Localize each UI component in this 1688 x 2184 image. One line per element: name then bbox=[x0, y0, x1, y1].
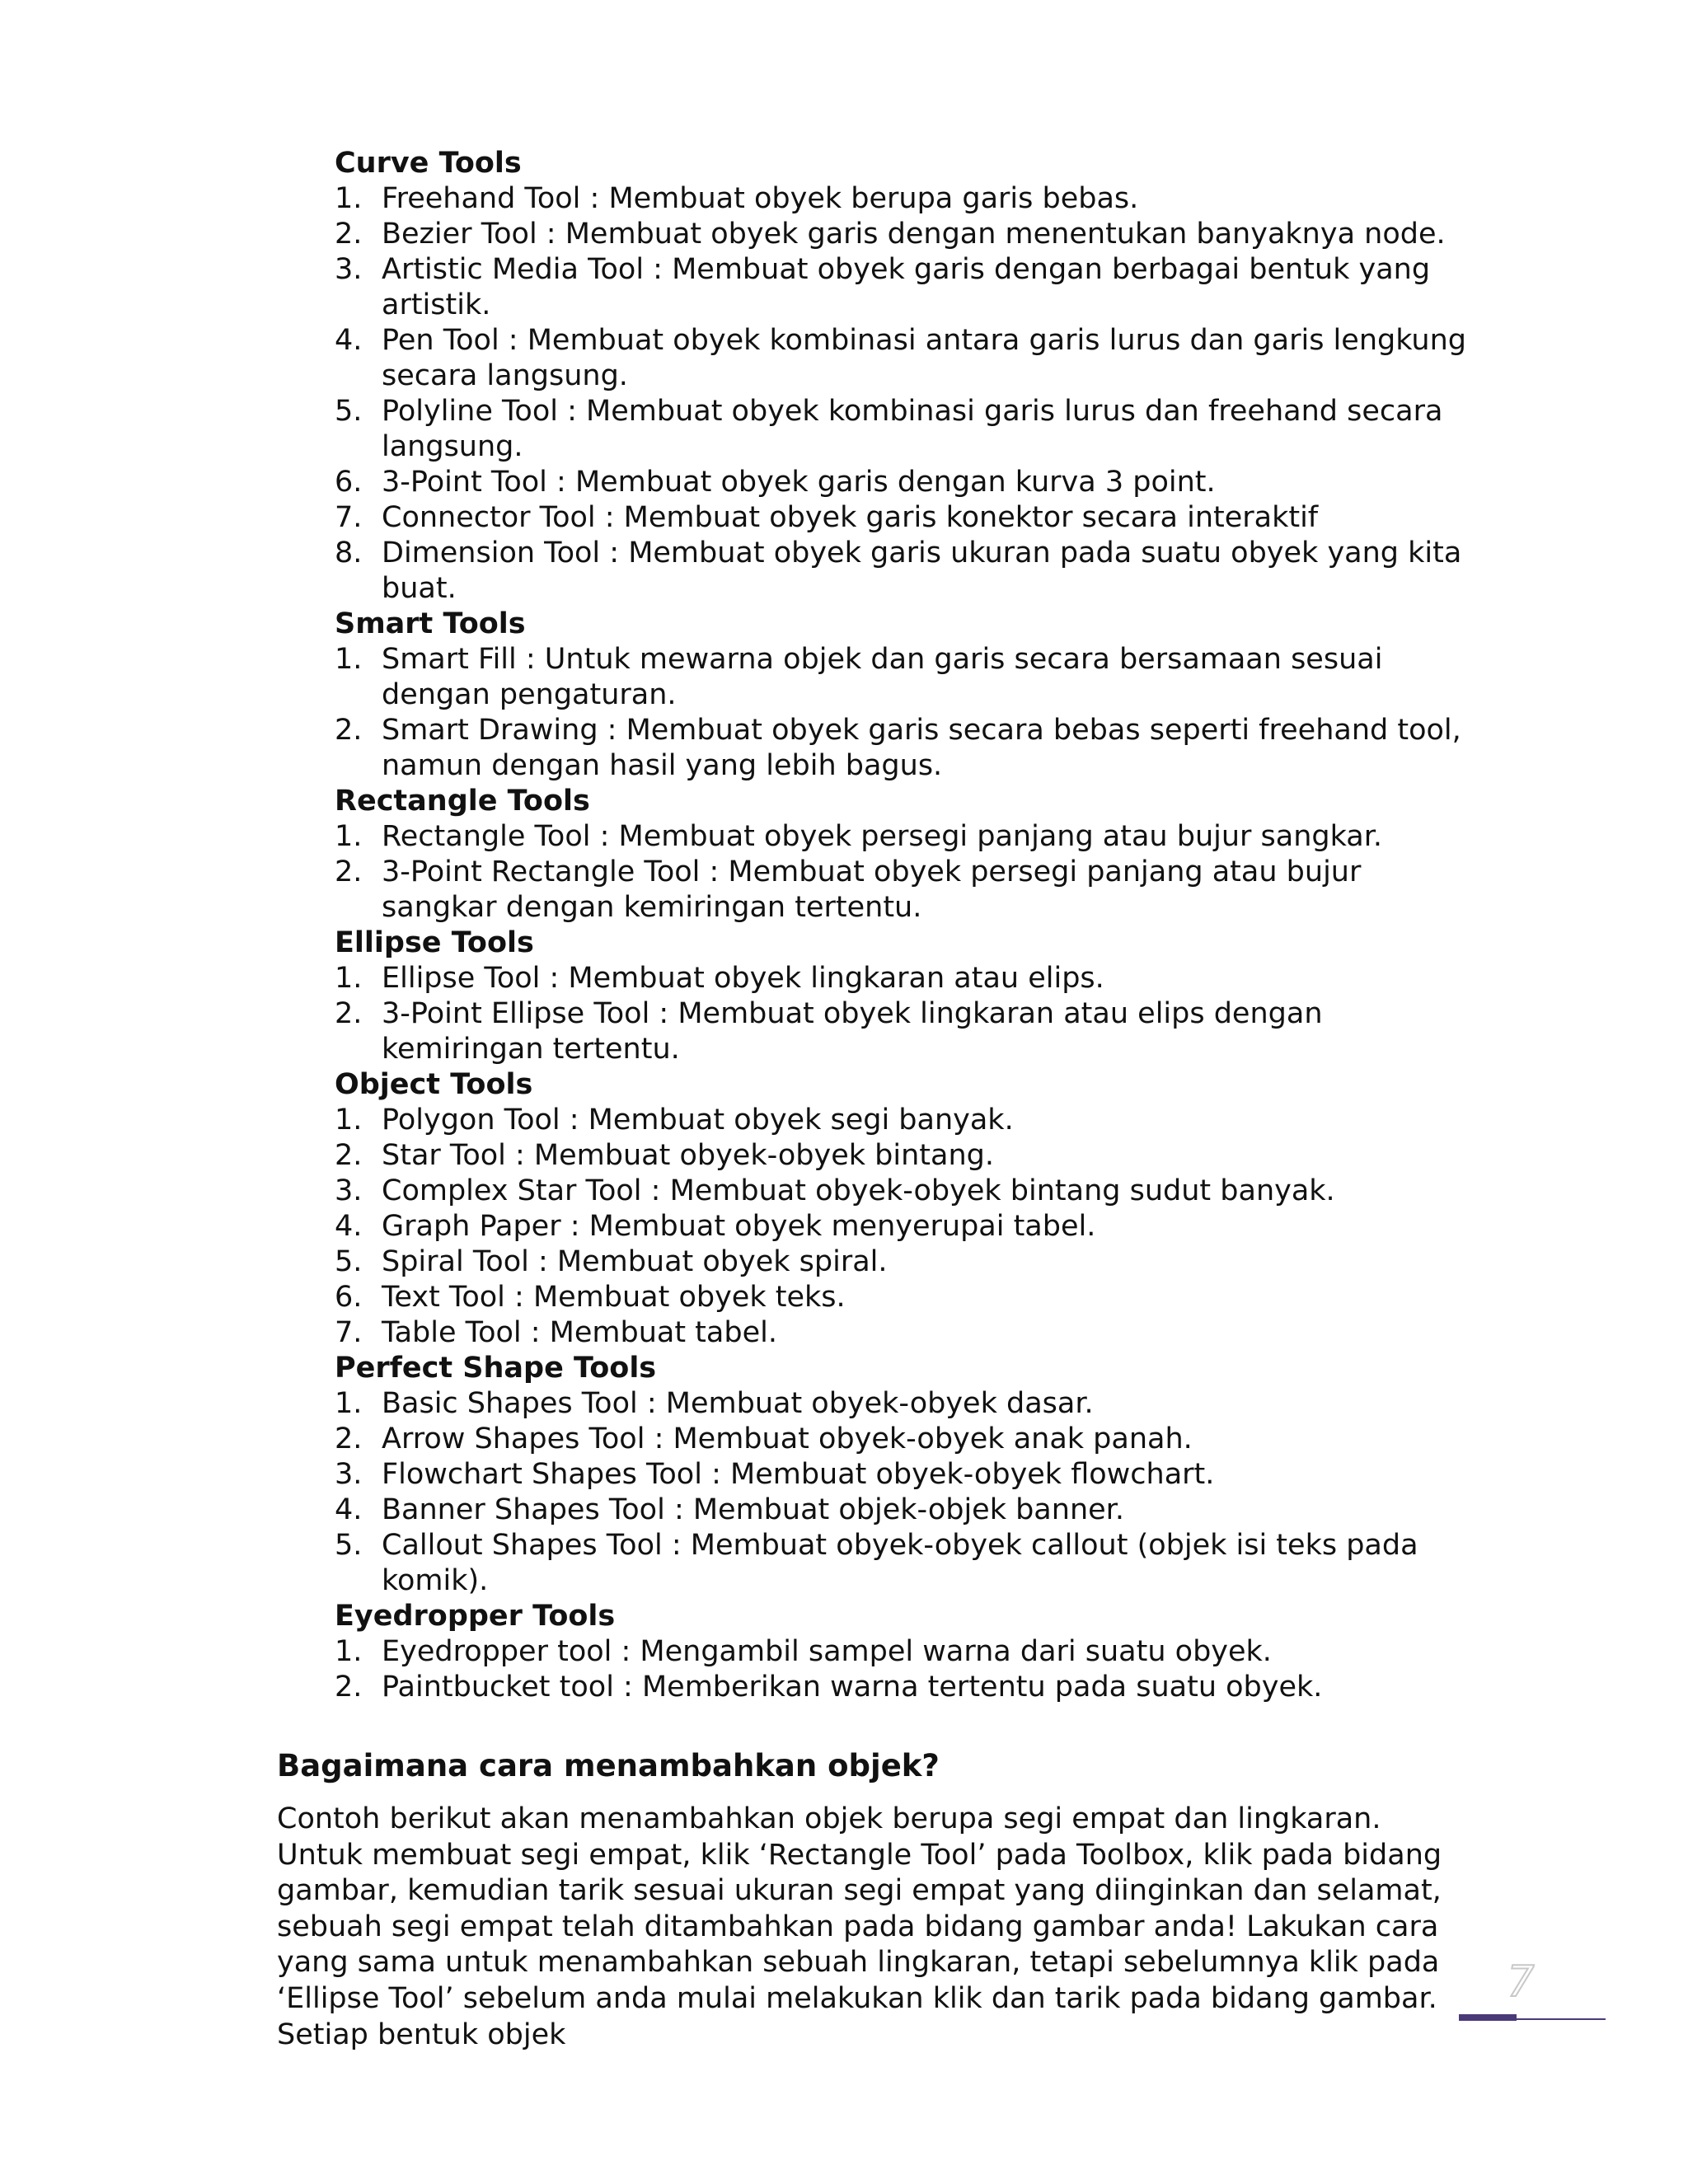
list-number: 5. bbox=[335, 395, 363, 428]
section-title-rectangle-tools: Rectangle Tools bbox=[335, 785, 590, 818]
list-number: 7. bbox=[335, 501, 363, 534]
list-number: 1. bbox=[335, 1635, 363, 1668]
list-number: 4. bbox=[335, 324, 363, 357]
list-number: 3. bbox=[335, 1458, 363, 1491]
list-text: Dimension Tool : Membuat obyek garis ukuran pada suatu obyek yang kita buat. bbox=[382, 537, 1462, 605]
list-text: Freehand Tool : Membuat obyek berupa garis bebas. bbox=[382, 182, 1139, 215]
list-number: 3. bbox=[335, 253, 363, 286]
list-text: Graph Paper : Membuat obyek menyerupai tabel. bbox=[382, 1210, 1096, 1243]
section-title-ellipse-tools: Ellipse Tools bbox=[335, 926, 534, 959]
list-number: 1. bbox=[335, 182, 363, 215]
list-text: Complex Star Tool : Membuat obyek-obyek bintang sudut banyak. bbox=[382, 1174, 1335, 1207]
list-text: Flowchart Shapes Tool : Membuat obyek-obyek flowchart. bbox=[382, 1458, 1215, 1491]
list-text: 3-Point Rectangle Tool : Membuat obyek persegi panjang atau bujur sangkar dengan kemiringan tertentu. bbox=[382, 855, 1362, 924]
list-text: Eyedropper tool : Mengambil sampel warna dari suatu obyek. bbox=[382, 1635, 1272, 1668]
list-text: Polyline Tool : Membuat obyek kombinasi garis lurus dan freehand secara langsung. bbox=[382, 395, 1443, 463]
list-text: Rectangle Tool : Membuat obyek persegi panjang atau bujur sangkar. bbox=[382, 820, 1383, 853]
list-number: 4. bbox=[335, 1493, 363, 1526]
list-number: 6. bbox=[335, 1281, 363, 1314]
list-text: Smart Fill : Untuk mewarna objek dan garis secara bersamaan sesuai dengan pengaturan. bbox=[382, 643, 1383, 711]
list-number: 4. bbox=[335, 1210, 363, 1243]
list-text: Spiral Tool : Membuat obyek spiral. bbox=[382, 1245, 888, 1278]
list-number: 2. bbox=[335, 997, 363, 1030]
list-number: 2. bbox=[335, 1139, 363, 1172]
section-title-smart-tools: Smart Tools bbox=[335, 607, 526, 640]
list-number: 5. bbox=[335, 1529, 363, 1562]
footer-accent-bar bbox=[1459, 2014, 1517, 2021]
list-number: 1. bbox=[335, 1387, 363, 1420]
list-text: Connector Tool : Membuat obyek garis konektor secara interaktif bbox=[382, 501, 1319, 534]
body-paragraph: Contoh berikut akan menambahkan objek berupa segi empat dan lingkaran. Untuk membuat segi empat, klik ‘Rectangle Tool’ pada Toolbox, klik pada bidang gambar, kemudian tarik sesuai ukuran segi empat yang diinginkan dan selamat, sebuah segi empat telah ditambahkan pada bidang gambar anda! Lakukan cara yang sama untuk menambahkan sebuah lingkaran, tetapi sebelumnya klik pada ‘Ellipse Tool’ sebelum anda mulai melakukan klik dan tarik pada bidang gambar. Setiap bentuk objek bbox=[277, 1802, 1442, 2051]
list-text: Callout Shapes Tool : Membuat obyek-obyek callout (objek isi teks pada komik). bbox=[382, 1529, 1418, 1597]
section-title-perfect-shape-tools: Perfect Shape Tools bbox=[335, 1352, 657, 1385]
list-number: 2. bbox=[335, 1671, 363, 1704]
list-number: 8. bbox=[335, 537, 363, 569]
section-heading: Bagaimana cara menambahkan objek? bbox=[277, 1748, 940, 1783]
list-number: 2. bbox=[335, 714, 363, 747]
list-text: Bezier Tool : Membuat obyek garis dengan menentukan banyaknya node. bbox=[382, 218, 1446, 251]
list-text: Table Tool : Membuat tabel. bbox=[382, 1316, 777, 1349]
list-number: 1. bbox=[335, 1104, 363, 1137]
page-number: 7 bbox=[1507, 1957, 1535, 2007]
list-number: 2. bbox=[335, 855, 363, 888]
list-text: Pen Tool : Membuat obyek kombinasi antara garis lurus dan garis lengkung secara langsung. bbox=[382, 324, 1466, 392]
list-text: Star Tool : Membuat obyek-obyek bintang. bbox=[382, 1139, 994, 1172]
list-text: 3-Point Tool : Membuat obyek garis dengan kurva 3 point. bbox=[382, 466, 1216, 499]
list-number: 5. bbox=[335, 1245, 363, 1278]
list-text: Paintbucket tool : Memberikan warna tertentu pada suatu obyek. bbox=[382, 1671, 1323, 1704]
list-text: Polygon Tool : Membuat obyek segi banyak. bbox=[382, 1104, 1014, 1137]
list-number: 1. bbox=[335, 962, 363, 995]
section-title-object-tools: Object Tools bbox=[335, 1068, 533, 1101]
list-number: 3. bbox=[335, 1174, 363, 1207]
list-number: 6. bbox=[335, 466, 363, 499]
list-text: Arrow Shapes Tool : Membuat obyek-obyek anak panah. bbox=[382, 1422, 1193, 1455]
list-text: Banner Shapes Tool : Membuat objek-objek banner. bbox=[382, 1493, 1124, 1526]
footer-accent-line bbox=[1517, 2018, 1606, 2020]
section-title-eyedropper-tools: Eyedropper Tools bbox=[335, 1600, 616, 1633]
list-text: 3-Point Ellipse Tool : Membuat obyek lingkaran atau elips dengan kemiringan tertentu. bbox=[382, 997, 1323, 1066]
list-number: 2. bbox=[335, 218, 363, 251]
section-title-curve-tools: Curve Tools bbox=[335, 147, 522, 180]
list-text: Smart Drawing : Membuat obyek garis secara bebas seperti freehand tool, namun dengan hasil yang lebih bagus. bbox=[382, 714, 1461, 782]
list-text: Ellipse Tool : Membuat obyek lingkaran atau elips. bbox=[382, 962, 1104, 995]
list-number: 2. bbox=[335, 1422, 363, 1455]
list-number: 1. bbox=[335, 820, 363, 853]
list-number: 7. bbox=[335, 1316, 363, 1349]
list-text: Text Tool : Membuat obyek teks. bbox=[382, 1281, 846, 1314]
list-text: Basic Shapes Tool : Membuat obyek-obyek dasar. bbox=[382, 1387, 1094, 1420]
list-text: Artistic Media Tool : Membuat obyek garis dengan berbagai bentuk yang artistik. bbox=[382, 253, 1431, 321]
list-number: 1. bbox=[335, 643, 363, 676]
